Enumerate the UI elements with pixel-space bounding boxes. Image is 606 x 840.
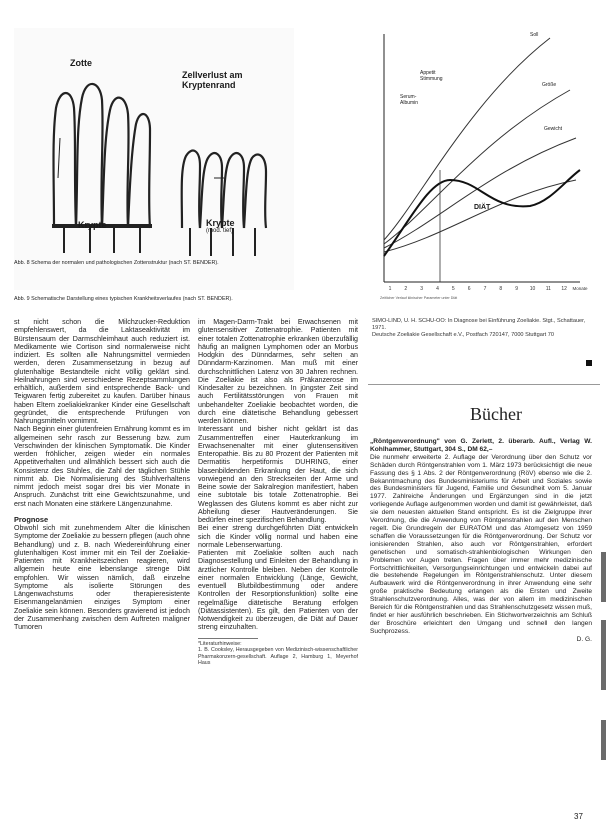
col2-para4: Patienten mit Zoeliakie sollten auch nach Diagnosestellung und Einleiten der Behandlung in ärztlicher Kontrolle bleiben. Neben der Kontrolle einer normalen Entwicklung (Länge, Gewicht, eventuell Blutbildbestimmung oder andere Kontrollen der Resorptionsfunktion) sollte eine regelmäßige diätetische Beratung erfolgen (Diätassistenten). Es gilt, den Patienten von der Notwendigkeit zu überzeugen, die Diät auf Dauer streng einzuhalten. xyxy=(198,549,358,632)
col2-para1: im Magen-Darm-Trakt bei Erwachsenen mit glutensensitiver Zottenatrophie. Patienten mit einer totalen Zottenatrophie erkranken überzufällig häufig an malignen Lymphomen oder an Morbus Hodgkin des Dünndarmes, sehr selten an Dünndarm-Karzinomen. Man muß mit einer durchschnittlichen Latenz von 30 Jahren rechnen. Die Zoeliakie ist also als Präkanzerose im Kindesalter zu bezeichnen. In jüngster Zeit sind auch Fertilitätsstörungen von Frauen mit unbehandelter Zoeliakie beobachtet worden, die durch eine diätetische Behandlung gebessert werden können. xyxy=(198,318,358,425)
label-zellverlust: Zellverlust am Kryptenrand xyxy=(182,70,243,90)
col1-para1: st nicht schon die Milchzucker-Reduktion empfehlenswert, da die Laktaseaktivität im Bürstensaum der Darmschleimhaut auch reduziert ist. Medikamente wie Cortison sind normalerweise nicht indiziert. Es sollten alle Nahrungsmittel vermieden werden, deren Zusammensetzung in bezug auf glutenhaltige Bestandteile nicht völlig geklärt sind. Heilnahrungen sind verschiedene Rezeptsammlungen erhältlich, außerdem sind entsprechende Back- und Teigwaren fertig zubereitet zu kaufen. Darüber hinaus haben Eltern zoeliakiekranker Kinder eine Gesellschaft gegründet, die entsprechende Prüfungen von Nahrungsmitteln vornimmt. xyxy=(14,318,190,425)
x-tick-label: Monate xyxy=(572,286,588,291)
col1-para3: Obwohl sich mit zunehmendem Alter die klinischen Symptome der Zoeliakie zu bessern pflegen (auch ohne Behandlung) und z. B. nach Wiedereinführung einer glutenhaltigen Kost immer mit ein Teil der Zoeliakie-Patienten mit Krankheitszeichen reagieren, wird allgemein heute eine lebenslange strenge Diät empfohlen. Wir wissen nämlich, daß einzelne Symptome als isolierte Störungen des Längenwachstums oder therapieresistente Eisenmangelanämien einziges Symptom einer Zoeliakie sein können. Besonders gravierend ist jedoch der Zusammenhang zwischen dem Auftreten maligner Tumoren xyxy=(14,524,190,631)
x-tick-group xyxy=(389,286,588,292)
section-rule xyxy=(368,384,600,385)
end-marker xyxy=(586,360,592,366)
figure1-caption: Abb. 8 Schema der normalen und pathologischen Zottenstruktur (nach ST. BENDER). xyxy=(14,260,219,266)
series-soll xyxy=(384,38,550,240)
figure2-caption: Abb. 9 Schematische Darstellung eines typischen Krankheitsverlaufes (nach ST. BENDER). xyxy=(14,296,233,302)
label-zotte: Zotte xyxy=(70,58,92,68)
chart-label-soll: Soll xyxy=(530,32,539,38)
villus-illustration xyxy=(14,28,294,258)
label-krypte-right: Krypte xyxy=(206,218,235,228)
col2-para2: Interessant und bisher nicht geklärt ist das Zusammentreffen einer Hauterkrankung im Erwachsenenalter mit einer glutensensitiven Enteropathie. Bis zu 80 Prozent der Patienten mit Dermatitis herpetiformis DUHRING, einer blasenbildenden Erkrankung der Haut, die sich vorwiegend an den Streckseiten der Arme und Beine sowie der Sakralregion manifestiert, haben eine subtotale bis totale Zottenatrophie. Bei Weglassen des Glutens kommt es aber nicht zur Abheilung dieser Hautveränderungen. Sie bedürfen einer spezifischen Behandlung. xyxy=(198,425,358,524)
books-heading: Bücher xyxy=(470,404,522,424)
column-2 xyxy=(198,318,358,667)
x-tick-label: 6 xyxy=(467,286,471,292)
x-tick-label: 7 xyxy=(483,286,487,292)
villus-diagram xyxy=(14,28,294,290)
books-signature: D. G. xyxy=(576,635,592,643)
chart-label-appetit: Appetit Stimmung xyxy=(420,70,443,82)
reference-text: SIMO-LIND, U. H. SCHU-OO: In Diagnose bei Einführung Zoeliakie. Stgt., Schattauer, 1971. Deutsche Zoeliakie Gesellschaft e.V., Postfach 720147, 7000 Stuttgart 70 xyxy=(372,318,586,338)
col1-para2: Nach Beginn einer glutenfreien Ernährung kommt es im allgemeinen sehr rasch zur Besserung bzw. zum Verschwinden der klinischen Symptomatik. Die Kinder werden fröhlicher, zeigen wieder ein normales Appetitverhalten und allmählich bessert sich auch die Konsistenz des Stuhles, die Zahl der täglichen Stühle nimmt ab. Die Normalisierung des Stuhlverhaltens nimmt jedoch meist sogar drei bis vier Monate in Anspruch. Zunächst tritt eine Gewichtszunahme, und erst nach Monaten eine stärkere Längenzunahme. xyxy=(14,425,190,508)
books-column xyxy=(370,438,592,644)
chart-label-groesse: Größe xyxy=(542,82,557,88)
series-appetit xyxy=(384,90,570,244)
x-tick-label: 3 xyxy=(420,286,424,292)
heading-prognose: Prognose xyxy=(14,514,49,524)
chart-label-albumin: Serum- Albumin xyxy=(400,94,419,106)
x-tick-label: 8 xyxy=(499,286,503,292)
x-tick-label: 4 xyxy=(436,286,439,292)
books-body: Die nunmehr erweiterte 2. Auflage der Verordnung über den Schutz vor Schäden durch Röntgenstrahlen vom 1. März 1973 berücksichtigt die neue Fassung des § 1 Abs. 2 der Röntgenverordnung (RöV) ebenso wie die 2. Bekanntmachung des Bundesministeriums für Arbeit und Soziales sowie des Bundesministers für Jugend, Familie und Gesundheit vom 5. Januar 1977. Zahlreiche Änderungen und Ergänzungen sind in die jetzt vorliegende Auflage aufgenommen worden und damit ist gewährleistet, daß sie dem neuesten aktuellen Stand entspricht. Es ist die Zielgruppe ihrer Verordnung, die die Anwendung von Röntgenstrahlen auf den Menschen regelt. Die Grundregeln der EURATOM und das Atomgesetz von 1959 schaffen die Voraussetzungen für die Röntgenverordnung. Der Schutz vor ionisierenden Strahlen, also auch vor Röntgenstrahlen, erfordert genetischen und somatisch-strahlenbiologischen Wirkungen den Problemen vor Augen treten. Fragen über immer mehr medizinische Fortschrittlichkeiten, Versorgungseinrichtungen und entwickeln dabei auf die bestehende Regelungen im Röntgenstrahlenschutz. Unter diesem Aufbauwerk wird die Röntgenverordnung in ihrer Anwendung eine sehr große praktische Bedeutung erlangen als die Ersten und Zweite Strahlenschutzverordnung. Alles, was der von allem im medizinischen Bereich für die Röntgenstrahlen und das Strahlenschutzgesetz wissen muß, findet er hier ausführlich beschrieben. Ein Stichwortverzeichnis am Schluß der Broschüre erleichtert den Umgang und schnell den langen Suchprozess. xyxy=(370,453,592,635)
label-krypte-left: Krypte xyxy=(78,220,107,230)
chart-label-diaet: DIÄT xyxy=(474,204,491,211)
course-chart xyxy=(380,30,588,306)
x-tick-label: 12 xyxy=(561,286,567,292)
chart-caption: Zeitlicher Verlauf klinischer Parameter unter Diät xyxy=(380,296,458,300)
chart-label-gewicht: Gewicht xyxy=(544,126,563,132)
x-tick-label: 9 xyxy=(515,286,519,292)
x-tick-label: 10 xyxy=(529,286,536,292)
x-tick-label: 1 xyxy=(388,286,392,292)
margin-bar-1 xyxy=(601,552,606,602)
course-chart-svg xyxy=(380,30,588,306)
footnote-rule xyxy=(198,638,258,639)
col2-para3: Bei einer streng durchgeführten Diät entwickeln sich die Kinder völlig normal und haben eine normale Lebenserwartung. xyxy=(198,524,358,549)
x-tick-label: 11 xyxy=(545,286,551,292)
footnote-head: *Literaturhinweise: xyxy=(198,640,242,647)
x-tick-label: 2 xyxy=(404,286,408,292)
books-title: „Röntgenverordnung" von G. Zerlett, 2. überarb. Aufl., Verlag W. Kohlhammer, Stuttgart, 304 S., DM 62,– xyxy=(370,438,592,453)
label-krypte-note: (mod. tief) xyxy=(206,228,234,234)
page-number: 37 xyxy=(574,812,583,821)
margin-bar-3 xyxy=(601,720,606,760)
column-1 xyxy=(14,318,190,631)
margin-bar-2 xyxy=(601,620,606,690)
x-tick-label: 5 xyxy=(451,286,455,292)
footnote-text: 1. B. Cooksley, Herausgegeben von Medizinisch-wissenschaftlicher Pharmakonzern-gesellschaft. Auflage 2, Hamburg 1, Meyerhof Haus xyxy=(198,647,358,667)
